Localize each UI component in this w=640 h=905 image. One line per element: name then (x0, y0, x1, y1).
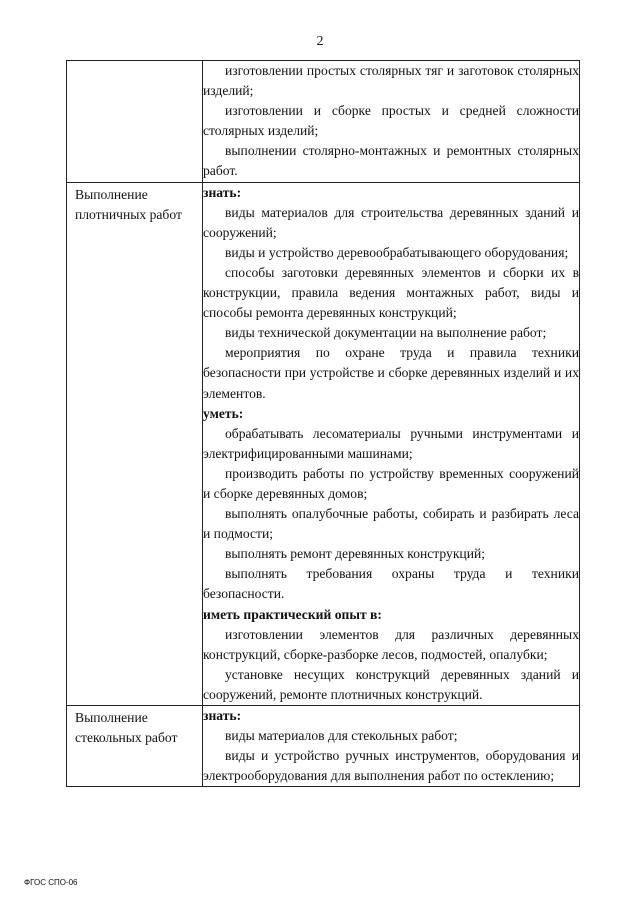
row-content-cell (203, 182, 580, 705)
list-item: установке несущих конструкций деревянных зданий и сооружений, ремонте плотничных конструкций. (203, 666, 579, 702)
page-number: 2 (316, 34, 324, 49)
list-item: способы заготовки деревянных элементов и сборки их в конструкции, правила ведения монтажных работ, виды и способы ремонта деревянных конструкций; (203, 264, 579, 321)
list-item: изготовлении и сборке простых и средней сложности столярных изделий; (203, 103, 579, 139)
list-item: производить работы по устройству временных сооружений и сборке деревянных домов; (203, 465, 579, 501)
list-item: выполнять требования охраны труда и техники безопасности. (203, 566, 579, 602)
row-label: Выполнение плотничных работ (75, 186, 182, 222)
list-item: виды и устройство деревообрабатывающего оборудования; (225, 244, 569, 260)
row-label-cell (67, 182, 203, 705)
list-item: выполнении столярно-монтажных и ремонтных столярных работ. (203, 143, 579, 179)
footer-code: ФГОС СПО-06 (24, 878, 78, 887)
row-label-cell (67, 706, 203, 787)
row-label: Выполнение стекольных работ (75, 710, 178, 745)
row-content-cell (203, 706, 580, 787)
list-item: виды материалов для стекольных работ; (225, 728, 458, 744)
list-item: изготовлении элементов для различных деревянных конструкций, сборке-разборке лесов, подмостей, опалубки; (203, 626, 579, 662)
list-item: виды и устройство ручных инструментов, оборудования и электрооборудования для выполнения работ по остеклению; (203, 748, 579, 784)
section-heading: знать: (203, 708, 242, 723)
list-item: мероприятия по охране труда и правила техники безопасности при устройстве и сборке деревянных изделий и их элементов. (203, 345, 579, 401)
list-item: выполнять опалубочные работы, собирать и разбирать леса и подмости; (203, 506, 579, 542)
table-row (67, 61, 580, 183)
table-row (67, 182, 580, 705)
table-body (67, 61, 580, 787)
list-item: виды технической документации на выполнение работ; (225, 325, 547, 341)
section-heading: уметь: (203, 405, 244, 421)
section-heading: иметь практический опыт в: (203, 606, 382, 622)
section-heading: знать: (203, 184, 242, 200)
table-row (67, 706, 580, 787)
list-item: виды материалов для строительства деревянных зданий и сооружений; (203, 204, 579, 240)
row-label-cell (67, 61, 203, 183)
list-item: выполнять ремонт деревянных конструкций; (225, 546, 486, 562)
competency-table (66, 60, 580, 787)
row-label (67, 61, 202, 63)
row-content-cell (203, 61, 580, 183)
list-item: обрабатывать лесоматериалы ручными инструментами и электрифицированными машинами; (203, 425, 579, 461)
list-item: изготовлении простых столярных тяг и заготовок столярных изделий; (203, 63, 579, 99)
